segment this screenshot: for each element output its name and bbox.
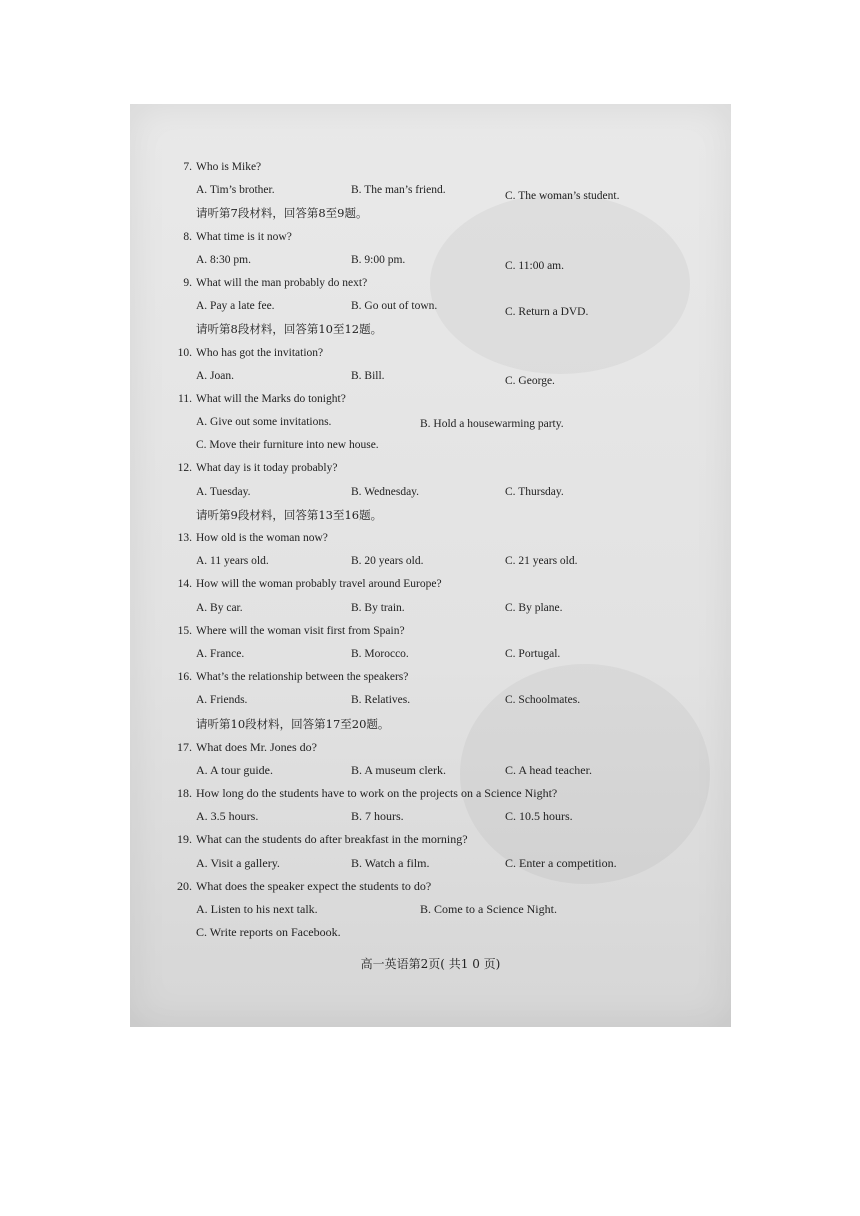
option-a: A. Tuesday.	[196, 485, 251, 498]
option-b: B. Morocco.	[351, 647, 409, 660]
question-14: 14. How will the woman probably travel around Europe?	[177, 578, 442, 591]
instruction-section-10: 请听第10段材料，回答第17至20题。	[196, 716, 390, 731]
option-b: B. Hold a housewarming party.	[420, 418, 564, 431]
option-c: C. A head teacher.	[505, 762, 592, 777]
options-11-c	[168, 434, 708, 457]
instruction-section-8: 请听第8段材料，回答第10至12题。	[196, 322, 383, 337]
options-9	[168, 295, 708, 318]
option-b: B. Come to a Science Night.	[420, 902, 557, 916]
question-12: 12. What day is it today probably?	[177, 462, 338, 475]
options-8	[168, 249, 708, 272]
instruction-section-7: 请听第7段材料，回答第8至9题。	[196, 206, 368, 221]
option-c: C. Thursday.	[505, 485, 564, 498]
option-c: C. By plane.	[505, 601, 563, 614]
option-b: B. Relatives.	[351, 694, 411, 707]
question-15: 15. Where will the woman visit first from Spain?	[177, 624, 405, 637]
option-c: C. 10.5 hours.	[505, 809, 573, 824]
option-c: C. Enter a competition.	[505, 855, 617, 870]
option-c: C. Portugal.	[505, 647, 561, 660]
option-b: B. By train.	[351, 601, 405, 614]
question-13: 13. How old is the woman now?	[177, 532, 328, 544]
options-17	[168, 759, 708, 782]
question-16: 16. What’s the relationship between the speakers?	[177, 671, 409, 684]
option-c: C. George.	[505, 374, 555, 387]
instruction-section-9: 请听第9段材料，回答第13至16题。	[196, 507, 383, 522]
option-b: B. Wednesday.	[351, 485, 420, 498]
option-a: A. France.	[196, 647, 245, 660]
option-c: C. Move their furniture into new house.	[196, 439, 379, 452]
option-c: C. Return a DVD.	[505, 306, 589, 319]
options-15	[168, 643, 708, 666]
question-20: 20. What does the speaker expect the students to do?	[177, 878, 432, 893]
options-20	[168, 898, 708, 921]
option-a: A. Listen to his next talk.	[196, 902, 318, 916]
option-c: C. The woman’s student.	[505, 190, 620, 203]
options-16	[168, 689, 708, 712]
options-7	[168, 179, 708, 202]
options-18	[168, 805, 708, 828]
question-18: 18. How long do the students have to work on the projects on a Science Night?	[177, 786, 558, 801]
option-a: A. Give out some invitations.	[196, 416, 332, 429]
option-b: B. 20 years old.	[351, 555, 424, 568]
option-b: B. A museum clerk.	[351, 762, 446, 777]
question-17: 17. What does Mr. Jones do?	[177, 739, 317, 754]
page-footer: 高一英语第2页( 共1 0 页)	[360, 957, 501, 971]
scanned-page	[130, 104, 731, 1027]
option-a: A. Pay a late fee.	[196, 300, 275, 313]
question-11: 11. What will the Marks do tonight?	[178, 392, 346, 405]
options-19	[168, 852, 708, 875]
option-a: A. Joan.	[196, 369, 235, 382]
option-c: C. Write reports on Facebook.	[196, 925, 341, 940]
options-12	[168, 481, 708, 504]
option-b: B. 7 hours.	[351, 809, 404, 824]
option-c: C. 11:00 am.	[505, 259, 564, 272]
question-9: 9. What will the man probably do next?	[183, 276, 368, 289]
option-a: A. Visit a gallery.	[196, 855, 280, 870]
option-a: A. 3.5 hours.	[196, 809, 259, 824]
option-a: A. Tim’s brother.	[196, 184, 275, 197]
option-c: C. 21 years old.	[505, 555, 578, 568]
options-10	[168, 365, 708, 388]
options-11	[168, 411, 708, 434]
options-13	[168, 550, 708, 573]
question-10: 10. Who has got the invitation?	[177, 346, 324, 359]
question-19: 19. What can the students do after breakfast in the morning?	[177, 832, 468, 847]
option-a: A. 8:30 pm.	[196, 253, 251, 266]
option-c: C. Schoolmates.	[505, 694, 581, 707]
option-a: A. By car.	[196, 601, 243, 614]
options-20-c	[168, 921, 708, 944]
option-b: B. The man’s friend.	[351, 184, 446, 197]
option-b: B. 9:00 pm.	[351, 253, 406, 266]
options-14	[168, 597, 708, 620]
question-list	[168, 156, 708, 944]
option-b: B. Go out of town.	[351, 300, 438, 313]
question-7: 7. Who is Mike?	[183, 161, 262, 173]
option-a: A. 11 years old.	[196, 555, 269, 568]
option-b: B. Watch a film.	[351, 855, 430, 870]
option-b: B. Bill.	[351, 369, 385, 382]
option-a: A. Friends.	[196, 694, 248, 707]
question-8: 8. What time is it now?	[183, 230, 292, 243]
option-a: A. A tour guide.	[196, 762, 273, 777]
